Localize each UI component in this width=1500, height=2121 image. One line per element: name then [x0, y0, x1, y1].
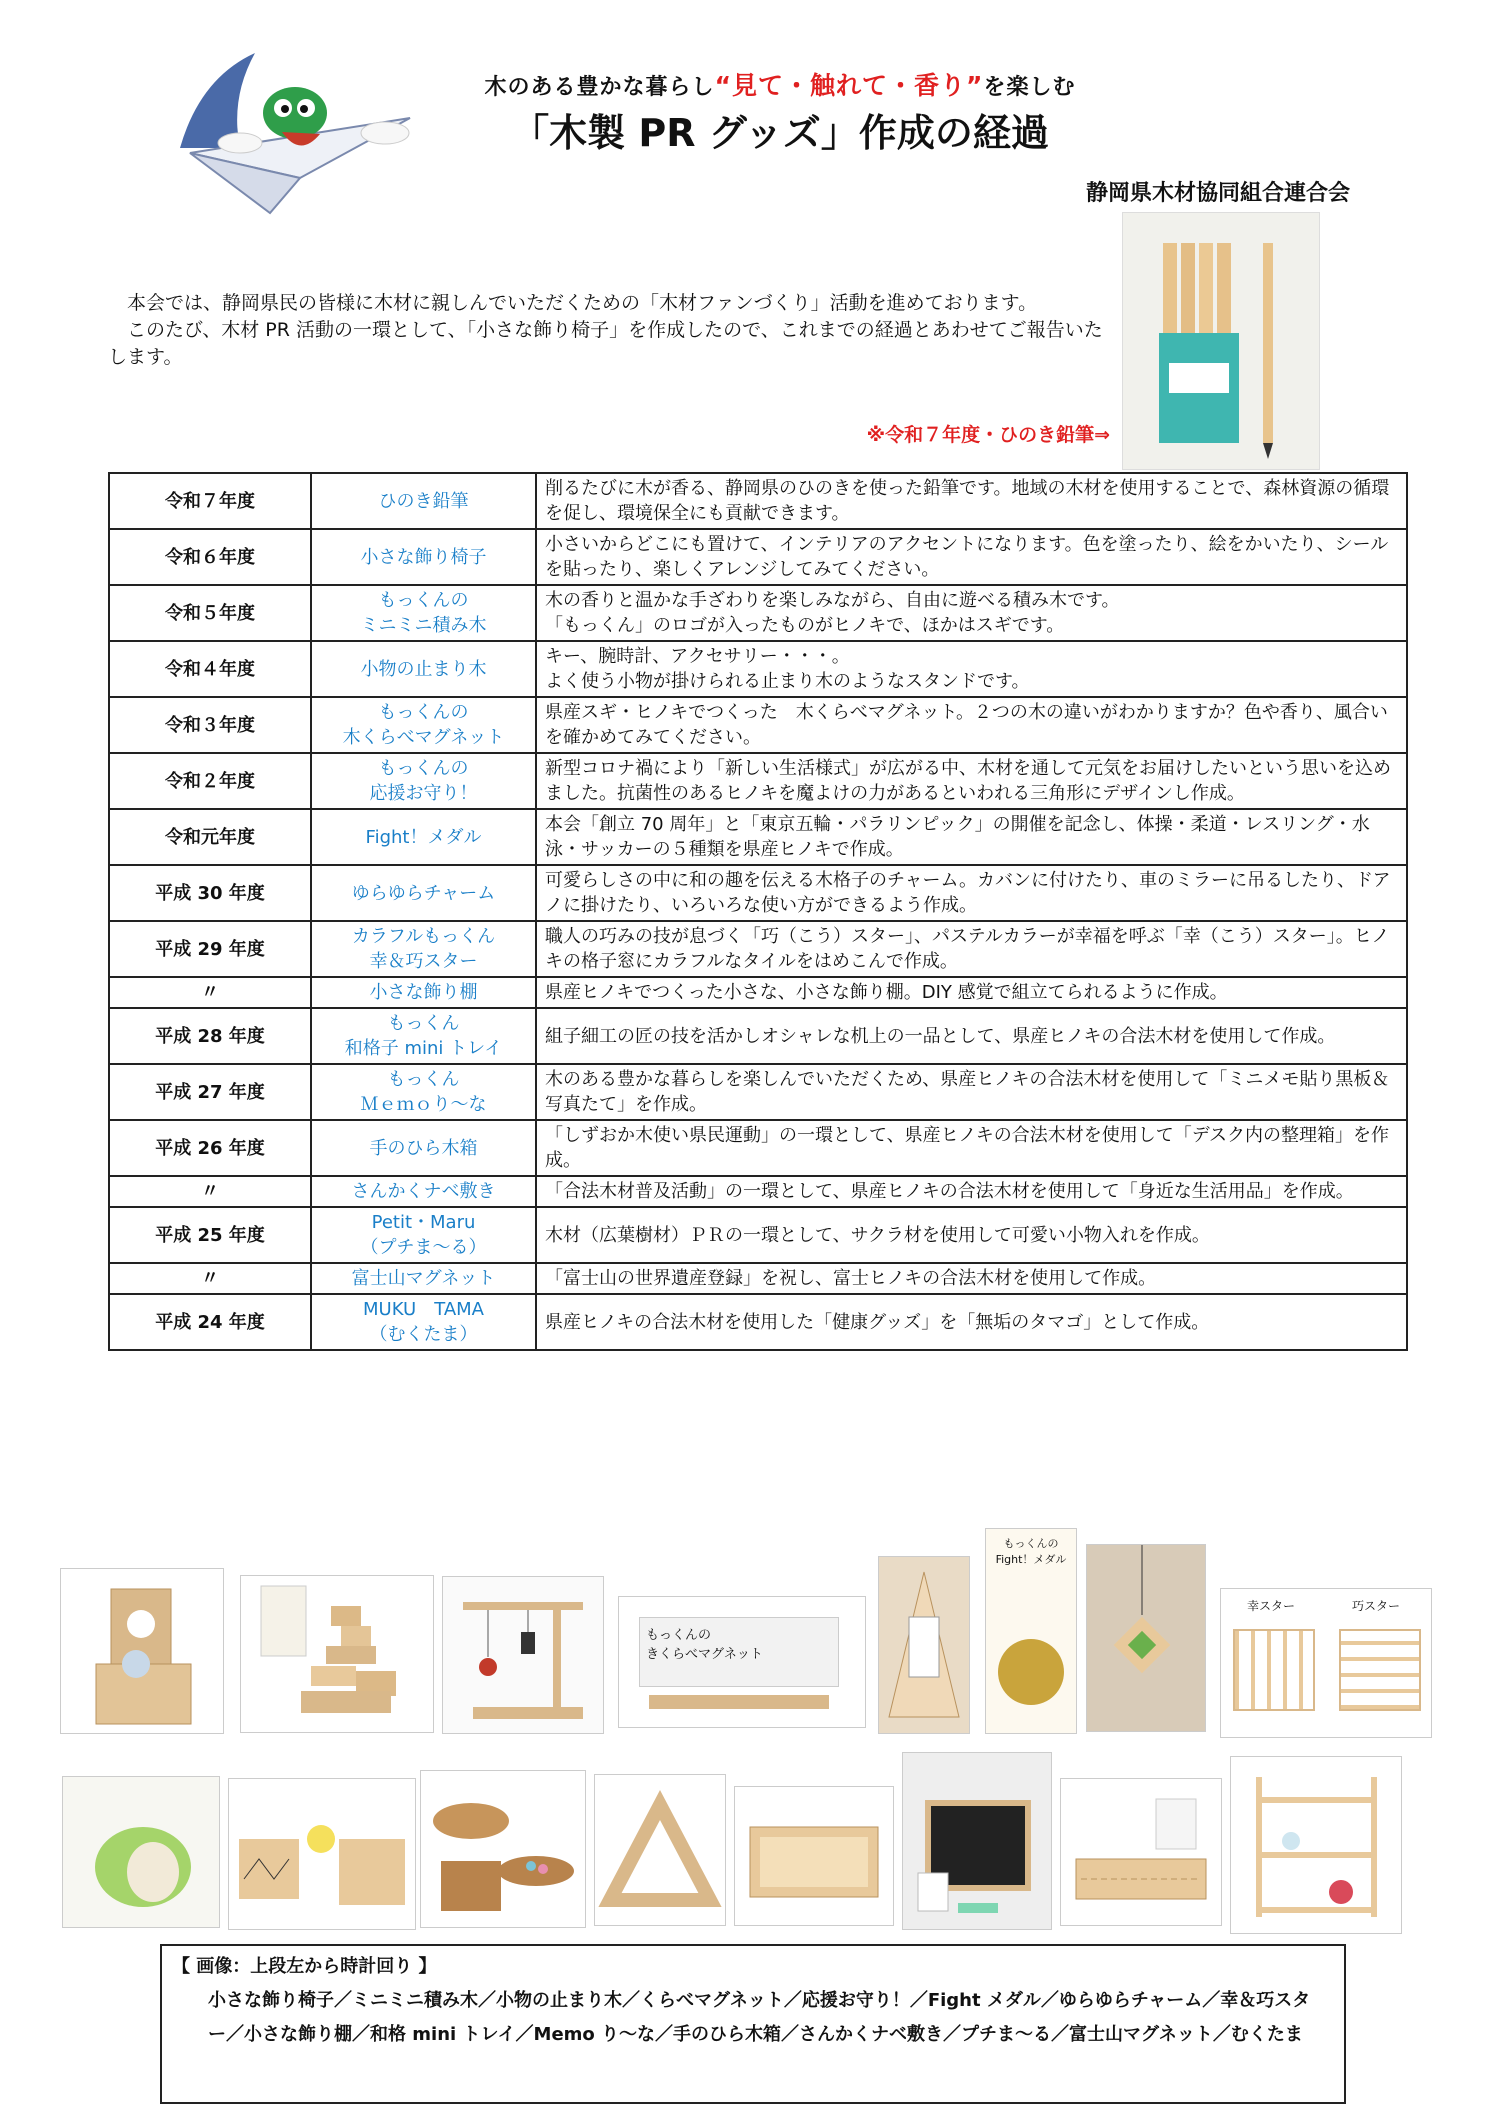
photo-support-charm — [878, 1556, 970, 1734]
item-name-cell: 富士山マグネット — [311, 1263, 536, 1294]
medal-disc — [998, 1639, 1064, 1705]
year-cell: 平成 30 年度 — [109, 865, 311, 921]
item-name-cell: 手のひら木箱 — [311, 1120, 536, 1176]
year-cell: 平成 29 年度 — [109, 921, 311, 977]
photo-triangle-trivet — [594, 1774, 726, 1926]
description-cell: 職人の巧みの技が息づく「巧（こう）スター」、パステルカラーが幸福を呼ぶ「幸（こう）スター」。ヒノキの格子窓にカラフルなタイルをはめこんで作成。 — [536, 921, 1407, 977]
star-left-label: 幸スター — [1246, 1599, 1295, 1613]
year-cell: 令和３年度 — [109, 697, 311, 753]
subtitle-text: 木のある豊かな暮らし — [484, 75, 715, 100]
table-row — [109, 1008, 1407, 1064]
page-title: 「木製 PR グッズ」作成の経過 — [511, 111, 1049, 155]
item-name-cell: Petit・Maru （プチま～る） — [311, 1207, 536, 1263]
year-cell: 平成 27 年度 — [109, 1064, 311, 1120]
description-cell: 削るたびに木が香る、静岡県のひのきを使った鉛筆です。地域の木材を使用することで、森林資源の循環を促し、環境保全にも貢献できます。 — [536, 473, 1407, 529]
star-right-lattice — [1339, 1629, 1421, 1711]
description-cell: 県産ヒノキでつくった小さな、小さな飾り棚。DIY 感覚で組立てられるように作成。 — [536, 977, 1407, 1008]
star-right-label: 巧スター — [1351, 1599, 1400, 1613]
year-cell: 〃 — [109, 1263, 311, 1294]
medal-tag-label: もっくんの Fight！メダル — [995, 1537, 1067, 1566]
item-name-cell: カラフルもっくん 幸＆巧スター — [311, 921, 536, 977]
table-row — [109, 1064, 1407, 1120]
description-cell: 木材（広葉樹材）ＰＲの一環として、サクラ材を使用して可愛い小物入れを作成。 — [536, 1207, 1407, 1263]
table-row — [109, 641, 1407, 697]
table-row — [109, 809, 1407, 865]
caption-body: 小さな飾り椅子／ミニミニ積み木／小物の止まり木／くらべマグネット／応援お守り！／Fight メダル／ゆらゆらチャーム／幸＆巧スター／小さな飾り棚／和格 mini トレイ／Memo り～な／手のひら木箱／さんかくナベ敷き／プチま～る／富士山マグネット／むくたま — [208, 1990, 1311, 2045]
table-row — [109, 473, 1407, 529]
item-name-cell: もっくんの 応援お守り！ — [311, 753, 536, 809]
description-cell: 「合法木材普及活動」の一環として、県産ヒノキの合法木材を使用して「身近な生活用品」を作成。 — [536, 1176, 1407, 1207]
photo-memorina-board — [902, 1752, 1052, 1930]
item-name-cell: もっくんの 木くらべマグネット — [311, 697, 536, 753]
photo-muku-tama — [62, 1776, 220, 1928]
star-left-lattice — [1233, 1629, 1315, 1711]
description-cell: 「しずおか木使い県民運動」の一環として、県産ヒノキの合法木材を使用して「デスク内の整理箱」を作成。 — [536, 1120, 1407, 1176]
table-row — [109, 921, 1407, 977]
organization-name: 静岡県木材協同組合連合会 — [1085, 181, 1350, 206]
table-row — [109, 1207, 1407, 1263]
item-name-cell: もっくん Ｍｅｍｏり～な — [311, 1064, 536, 1120]
item-name-cell: Fight！メダル — [311, 809, 536, 865]
hinoki-pencil-photo — [1122, 212, 1320, 470]
photo-accessory-perch-stand — [442, 1576, 604, 1734]
item-name-cell: ひのき鉛筆 — [311, 473, 536, 529]
caption-heading: 【 画像：上段左から時計回り 】 — [172, 1956, 437, 1977]
subtitle-text-end: を楽しむ — [983, 75, 1076, 100]
table-row — [109, 1294, 1407, 1350]
photo-swaying-charm — [1086, 1544, 1206, 1732]
year-cell: 令和元年度 — [109, 809, 311, 865]
table-row — [109, 865, 1407, 921]
photo-small-decorative-chair — [60, 1568, 224, 1734]
image-caption-box — [160, 1944, 1346, 2104]
year-cell: 令和６年度 — [109, 529, 311, 585]
table-row — [109, 529, 1407, 585]
intro-text — [108, 290, 1108, 371]
year-cell: 令和７年度 — [109, 473, 311, 529]
description-cell: 県産ヒノキの合法木材を使用した「健康グッズ」を「無垢のタマゴ」として作成。 — [536, 1294, 1407, 1350]
photo-fuji-magnet — [228, 1778, 416, 1930]
item-name-cell: ゆらゆらチャーム — [311, 865, 536, 921]
year-cell: 令和２年度 — [109, 753, 311, 809]
table-row — [109, 1263, 1407, 1294]
photo-small-decorative-shelf — [1230, 1756, 1402, 1934]
year-cell: 〃 — [109, 977, 311, 1008]
description-cell: キー、腕時計、アクセサリー・・・。 よく使う小物が掛けられる止まり木のようなスタンドです。 — [536, 641, 1407, 697]
year-cell: 平成 28 年度 — [109, 1008, 311, 1064]
photo-lattice-mini-tray — [1060, 1778, 1222, 1926]
photo-mini-building-blocks — [240, 1575, 434, 1733]
description-cell: 組子細工の匠の技を活かしオシャレな机上の一品として、県産ヒノキの合法木材を使用して作成。 — [536, 1008, 1407, 1064]
item-name-cell: さんかくナベ敷き — [311, 1176, 536, 1207]
year-cell: 〃 — [109, 1176, 311, 1207]
year-cell: 平成 25 年度 — [109, 1207, 311, 1263]
year-cell: 令和４年度 — [109, 641, 311, 697]
description-cell: 県産スギ・ヒノキでつくった 木くらべマグネット。２つの木の違いがわかりますか？色や香り、風合いを確かめてみてください。 — [536, 697, 1407, 753]
magnet-box-label: もっくんの きくらべマグネット — [639, 1617, 839, 1687]
year-cell: 平成 24 年度 — [109, 1294, 311, 1350]
intro-paragraph-2: このたび、木材 PR 活動の一環として、「小さな飾り椅子」を作成したので、これまでの経過とあわせてご報告いたします。 — [108, 319, 1103, 368]
item-name-cell: もっくん 和格子 mini トレイ — [311, 1008, 536, 1064]
mascot-logo-illustration — [160, 38, 440, 218]
description-cell: 木のある豊かな暮らしを楽しんでいただくため、県産ヒノキの合法木材を使用して「ミニメモ貼り黒板＆写真たて」を作成。 — [536, 1064, 1407, 1120]
item-name-cell: 小さな飾り棚 — [311, 977, 536, 1008]
photo-lucky-stars — [1220, 1588, 1432, 1738]
description-cell: 新型コロナ禍により「新しい生活様式」が広がる中、木材を通して元気をお届けしたいという思いを込めました。抗菌性のあるヒノキを魔よけの力があるといわれる三角形にデザインし作成。 — [536, 753, 1407, 809]
year-cell: 令和５年度 — [109, 585, 311, 641]
description-cell: 可愛らしさの中に和の趣を伝える木格子のチャーム。カバンに付けたり、車のミラーに吊るしたり、ドアノに掛けたり、いろいろな使い方ができるよう作成。 — [536, 865, 1407, 921]
subtitle-emphasis: “見て・触れて・香り” — [714, 71, 984, 100]
magnet-wood-strip — [649, 1695, 829, 1709]
table-row — [109, 977, 1407, 1008]
description-cell: 「富士山の世界遺産登録」を祝し、富士ヒノキの合法木材を使用して作成。 — [536, 1263, 1407, 1294]
header-subtitle — [430, 66, 1130, 102]
photo-palm-wooden-box — [734, 1786, 894, 1926]
table-row — [109, 697, 1407, 753]
table-row — [109, 585, 1407, 641]
intro-paragraph-1: 本会では、静岡県民の皆様に木材に親しんでいただくための「木材ファンづくり」活動を進めております。 — [108, 292, 1038, 314]
table-row — [109, 753, 1407, 809]
photo-comparison-magnet — [618, 1596, 866, 1728]
photo-fight-medal — [985, 1528, 1077, 1734]
pencil-note: ※令和７年度・ひのき鉛筆⇒ — [866, 424, 1110, 446]
description-cell: 小さいからどこにも置けて、インテリアのアクセントになります。色を塗ったり、絵をかいたり、シールを貼ったり、楽しくアレンジしてみてください。 — [536, 529, 1407, 585]
table-row — [109, 1120, 1407, 1176]
item-name-cell: 小さな飾り椅子 — [311, 529, 536, 585]
item-name-cell: もっくんの ミニミニ積み木 — [311, 585, 536, 641]
goods-history-table — [108, 472, 1408, 1351]
item-name-cell: MUKU TAMA （むくたま） — [311, 1294, 536, 1350]
year-cell: 平成 26 年度 — [109, 1120, 311, 1176]
description-cell: 木の香りと温かな手ざわりを楽しみながら、自由に遊べる積み木です。 「もっくん」のロゴが入ったものがヒノキで、ほかはスギです。 — [536, 585, 1407, 641]
description-cell: 本会「創立 70 周年」と「東京五輪・パラリンピック」の開催を記念し、体操・柔道・レスリング・水泳・サッカーの５種類を県産ヒノキで作成。 — [536, 809, 1407, 865]
table-row — [109, 1176, 1407, 1207]
item-name-cell: 小物の止まり木 — [311, 641, 536, 697]
photo-petit-maru — [420, 1770, 586, 1928]
